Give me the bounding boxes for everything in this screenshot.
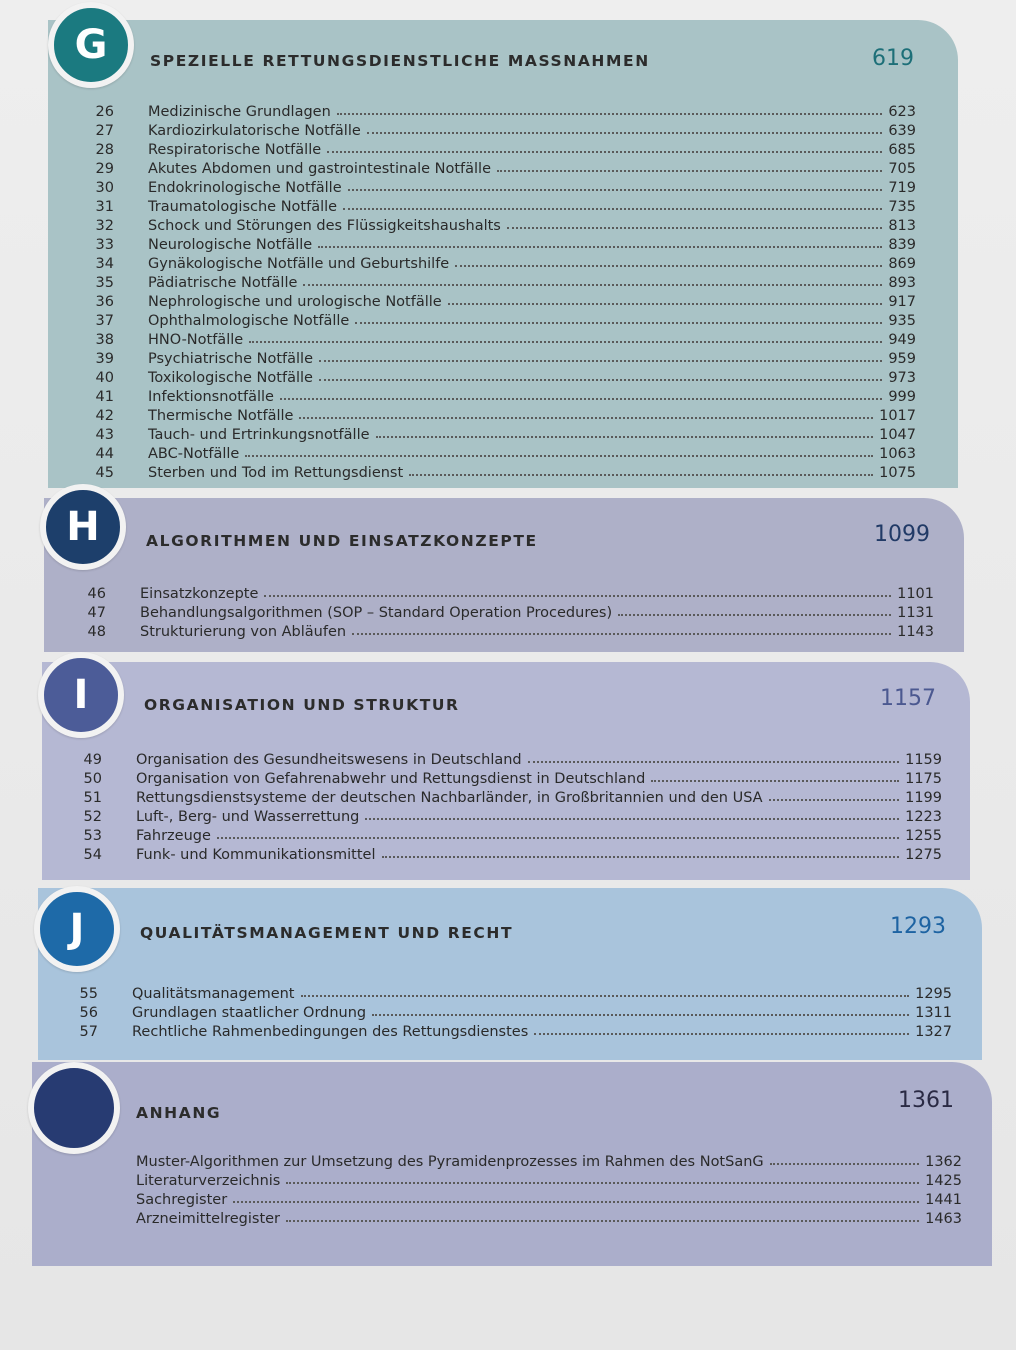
section-title: ANHANG [136, 1104, 222, 1122]
chapter-page-number: 1295 [915, 986, 952, 1002]
chapter-title: Grundlagen staatlicher Ordnung [132, 1005, 367, 1021]
chapter-page-number: 1143 [897, 624, 934, 640]
dot-leader [286, 1220, 919, 1222]
chapter-number: 27 [95, 123, 114, 139]
section-i [42, 662, 970, 880]
dot-leader [352, 633, 891, 635]
dot-leader [365, 818, 899, 820]
chapter-title: Infektionsnotfälle [148, 389, 274, 405]
chapter-page-number: 1275 [905, 847, 942, 863]
section-page-number: 1099 [874, 522, 930, 547]
section-j [38, 888, 982, 1060]
chapter-page-number: 1199 [905, 790, 942, 806]
toc-entry [88, 142, 916, 161]
chapter-number: 34 [95, 256, 114, 272]
chapter-number: 57 [79, 1024, 98, 1040]
chapter-number: 33 [95, 237, 114, 253]
dot-leader [507, 227, 882, 229]
chapter-title: Kardiozirkulatorische Notfälle [148, 123, 361, 139]
toc-entry [76, 752, 942, 771]
chapter-title: Respiratorische Notfälle [148, 142, 322, 158]
chapter-page-number: 1075 [879, 465, 916, 481]
chapter-number: 52 [83, 809, 102, 825]
section-page-number: 1157 [880, 686, 936, 711]
chapter-number: 41 [95, 389, 114, 405]
toc-entry [88, 104, 916, 123]
chapter-page-number: 1159 [905, 752, 942, 768]
chapter-page-number: 893 [888, 275, 916, 291]
chapter-title: Medizinische Grundlagen [148, 104, 331, 120]
dot-leader [319, 360, 882, 362]
chapter-title: Traumatologische Notfälle [148, 199, 338, 215]
section-title: ALGORITHMEN UND EINSATZKONZEPTE [146, 532, 538, 550]
chapter-page-number: 1463 [925, 1211, 962, 1227]
chapter-title: Luft-, Berg- und Wasserrettung [136, 809, 360, 825]
chapter-number: 48 [87, 624, 106, 640]
chapter-title: Organisation von Gefahrenabwehr und Rettungsdienst in Deutschland [136, 771, 646, 787]
chapter-page-number: 639 [888, 123, 916, 139]
chapter-title: Psychiatrische Notfälle [148, 351, 313, 367]
chapter-number: 49 [83, 752, 102, 768]
section-title: QUALITÄTSMANAGEMENT UND RECHT [140, 924, 514, 942]
chapter-title: Arzneimittelregister [136, 1211, 281, 1227]
chapter-title: Thermische Notfälle [148, 408, 294, 424]
entry-list [136, 1154, 962, 1230]
toc-entry [88, 294, 916, 313]
dot-leader [303, 284, 882, 286]
dot-leader [343, 208, 882, 210]
chapter-page-number: 813 [888, 218, 916, 234]
chapter-page-number: 1362 [925, 1154, 962, 1170]
chapter-number: 36 [95, 294, 114, 310]
entry-list [88, 104, 916, 484]
chapter-title: Toxikologische Notfälle [148, 370, 313, 386]
chapter-page-number: 1255 [905, 828, 942, 844]
dot-leader [249, 341, 882, 343]
chapter-title: HNO-Notfälle [148, 332, 244, 348]
chapter-title: Ophthalmologische Notfälle [148, 313, 350, 329]
chapter-page-number: 705 [888, 161, 916, 177]
toc-entry [76, 809, 942, 828]
entry-list [80, 586, 934, 643]
chapter-number: 38 [95, 332, 114, 348]
toc-entry [88, 161, 916, 180]
toc-entry [88, 256, 916, 275]
chapter-number: 28 [95, 142, 114, 158]
toc-entry [136, 1173, 962, 1192]
chapter-title: Gynäkologische Notfälle und Geburtshilfe [148, 256, 450, 272]
chapter-page-number: 999 [888, 389, 916, 405]
chapter-title: Endokrinologische Notfälle [148, 180, 342, 196]
toc-entry [88, 427, 916, 446]
dot-leader [618, 614, 891, 616]
chapter-page-number: 719 [888, 180, 916, 196]
chapter-page-number: 917 [888, 294, 916, 310]
chapter-number: 54 [83, 847, 102, 863]
chapter-title: Pädiatrische Notfälle [148, 275, 298, 291]
toc-entry [88, 465, 916, 484]
section-page-number: 1361 [898, 1088, 954, 1113]
toc-entry [88, 313, 916, 332]
dot-leader [245, 455, 873, 457]
dot-leader [301, 995, 909, 997]
dot-leader [382, 856, 899, 858]
chapter-number: 55 [79, 986, 98, 1002]
toc-entry [88, 408, 916, 427]
chapter-number: 26 [95, 104, 114, 120]
toc-entry [88, 218, 916, 237]
section-page-number: 619 [872, 46, 914, 71]
chapter-number: 47 [87, 605, 106, 621]
chapter-page-number: 1017 [879, 408, 916, 424]
toc-entry [76, 771, 942, 790]
chapter-page-number: 1131 [897, 605, 934, 621]
chapter-page-number: 623 [888, 104, 916, 120]
dot-leader [217, 837, 899, 839]
dot-leader [528, 761, 899, 763]
chapter-number: 31 [95, 199, 114, 215]
toc-entry [80, 624, 934, 643]
chapter-page-number: 1311 [915, 1005, 952, 1021]
section-letter-badge-h: H [40, 484, 126, 570]
toc-entry [80, 586, 934, 605]
section-letter-badge-g: G [48, 2, 134, 88]
toc-entry [88, 180, 916, 199]
dot-leader [372, 1014, 909, 1016]
section-letter-badge-i: I [38, 652, 124, 738]
toc-entry [88, 199, 916, 218]
toc-entry [76, 790, 942, 809]
section-g [48, 20, 958, 488]
chapter-title: Einsatzkonzepte [140, 586, 259, 602]
chapter-number: 45 [95, 465, 114, 481]
dot-leader [348, 189, 882, 191]
section-anhang [32, 1062, 992, 1266]
entry-list [76, 752, 942, 866]
chapter-title: Qualitätsmanagement [132, 986, 295, 1002]
chapter-title: Muster-Algorithmen zur Umsetzung des Pyramidenprozesses im Rahmen des NotSanG [136, 1154, 764, 1170]
chapter-number: 56 [79, 1005, 98, 1021]
toc-entry [88, 370, 916, 389]
toc-entry [88, 332, 916, 351]
dot-leader [318, 246, 882, 248]
chapter-title: ABC-Notfälle [148, 446, 240, 462]
chapter-number: 53 [83, 828, 102, 844]
dot-leader [455, 265, 882, 267]
chapter-page-number: 1223 [905, 809, 942, 825]
toc-entry [136, 1211, 962, 1230]
chapter-number: 29 [95, 161, 114, 177]
chapter-title: Tauch- und Ertrinkungsnotfälle [148, 427, 370, 443]
chapter-number: 37 [95, 313, 114, 329]
chapter-title: Rechtliche Rahmenbedingungen des Rettungsdienstes [132, 1024, 529, 1040]
dot-leader [770, 1163, 919, 1165]
dot-leader [448, 303, 882, 305]
toc-entry [88, 446, 916, 465]
entry-list [72, 986, 952, 1043]
dot-leader [233, 1201, 919, 1203]
toc-entry [88, 389, 916, 408]
dot-leader [299, 417, 873, 419]
toc-entry [80, 605, 934, 624]
toc-entry [72, 1024, 952, 1043]
toc-entry [136, 1192, 962, 1211]
chapter-title: Strukturierung von Abläufen [140, 624, 347, 640]
section-letter-badge-j: J [34, 886, 120, 972]
chapter-page-number: 735 [888, 199, 916, 215]
dot-leader [327, 151, 882, 153]
dot-leader [319, 379, 882, 381]
chapter-page-number: 959 [888, 351, 916, 367]
toc-entry [88, 275, 916, 294]
toc-entry [76, 847, 942, 866]
chapter-page-number: 839 [888, 237, 916, 253]
toc-entry [72, 1005, 952, 1024]
dot-leader [280, 398, 882, 400]
chapter-number: 44 [95, 446, 114, 462]
section-title: SPEZIELLE RETTUNGSDIENSTLICHE MASSNAHMEN [150, 52, 650, 70]
chapter-number: 35 [95, 275, 114, 291]
toc-entry [76, 828, 942, 847]
section-h [44, 498, 964, 652]
chapter-page-number: 1441 [925, 1192, 962, 1208]
chapter-title: Organisation des Gesundheitswesens in Deutschland [136, 752, 522, 768]
dot-leader [376, 436, 873, 438]
dot-leader [264, 595, 891, 597]
dot-leader [367, 132, 882, 134]
chapter-number: 40 [95, 370, 114, 386]
chapter-number: 50 [83, 771, 102, 787]
section-title: ORGANISATION UND STRUKTUR [144, 696, 460, 714]
chapter-number: 30 [95, 180, 114, 196]
chapter-number: 42 [95, 408, 114, 424]
chapter-page-number: 1327 [915, 1024, 952, 1040]
chapter-title: Neurologische Notfälle [148, 237, 313, 253]
toc-entry [72, 986, 952, 1005]
dot-leader [355, 322, 882, 324]
toc-entry [88, 123, 916, 142]
chapter-number: 39 [95, 351, 114, 367]
chapter-title: Fahrzeuge [136, 828, 211, 844]
chapter-page-number: 1425 [925, 1173, 962, 1189]
chapter-title: Rettungsdienstsysteme der deutschen Nachbarländer, in Großbritannien und den USA [136, 790, 763, 806]
dot-leader [534, 1033, 909, 1035]
chapter-page-number: 685 [888, 142, 916, 158]
chapter-number: 46 [87, 586, 106, 602]
chapter-page-number: 1047 [879, 427, 916, 443]
dot-leader [286, 1182, 919, 1184]
section-page-number: 1293 [890, 914, 946, 939]
chapter-page-number: 869 [888, 256, 916, 272]
chapter-page-number: 1175 [905, 771, 942, 787]
section-badge-anhang [28, 1062, 120, 1154]
chapter-page-number: 949 [888, 332, 916, 348]
chapter-page-number: 1101 [897, 586, 934, 602]
chapter-title: Literaturverzeichnis [136, 1173, 281, 1189]
dot-leader [769, 799, 899, 801]
chapter-title: Behandlungsalgorithmen (SOP – Standard Operation Procedures) [140, 605, 613, 621]
chapter-number: 32 [95, 218, 114, 234]
dot-leader [651, 780, 899, 782]
chapter-title: Schock und Störungen des Flüssigkeitshaushalts [148, 218, 501, 234]
chapter-title: Akutes Abdomen und gastrointestinale Notfälle [148, 161, 492, 177]
chapter-number: 43 [95, 427, 114, 443]
toc-entry [136, 1154, 962, 1173]
chapter-number: 51 [83, 790, 102, 806]
chapter-page-number: 1063 [879, 446, 916, 462]
toc-entry [88, 237, 916, 256]
dot-leader [337, 113, 882, 115]
chapter-title: Sachregister [136, 1192, 228, 1208]
toc-entry [88, 351, 916, 370]
chapter-title: Nephrologische und urologische Notfälle [148, 294, 442, 310]
chapter-page-number: 935 [888, 313, 916, 329]
dot-leader [409, 474, 873, 476]
chapter-page-number: 973 [888, 370, 916, 386]
chapter-title: Funk- und Kommunikationsmittel [136, 847, 376, 863]
dot-leader [497, 170, 882, 172]
chapter-title: Sterben und Tod im Rettungsdienst [148, 465, 404, 481]
